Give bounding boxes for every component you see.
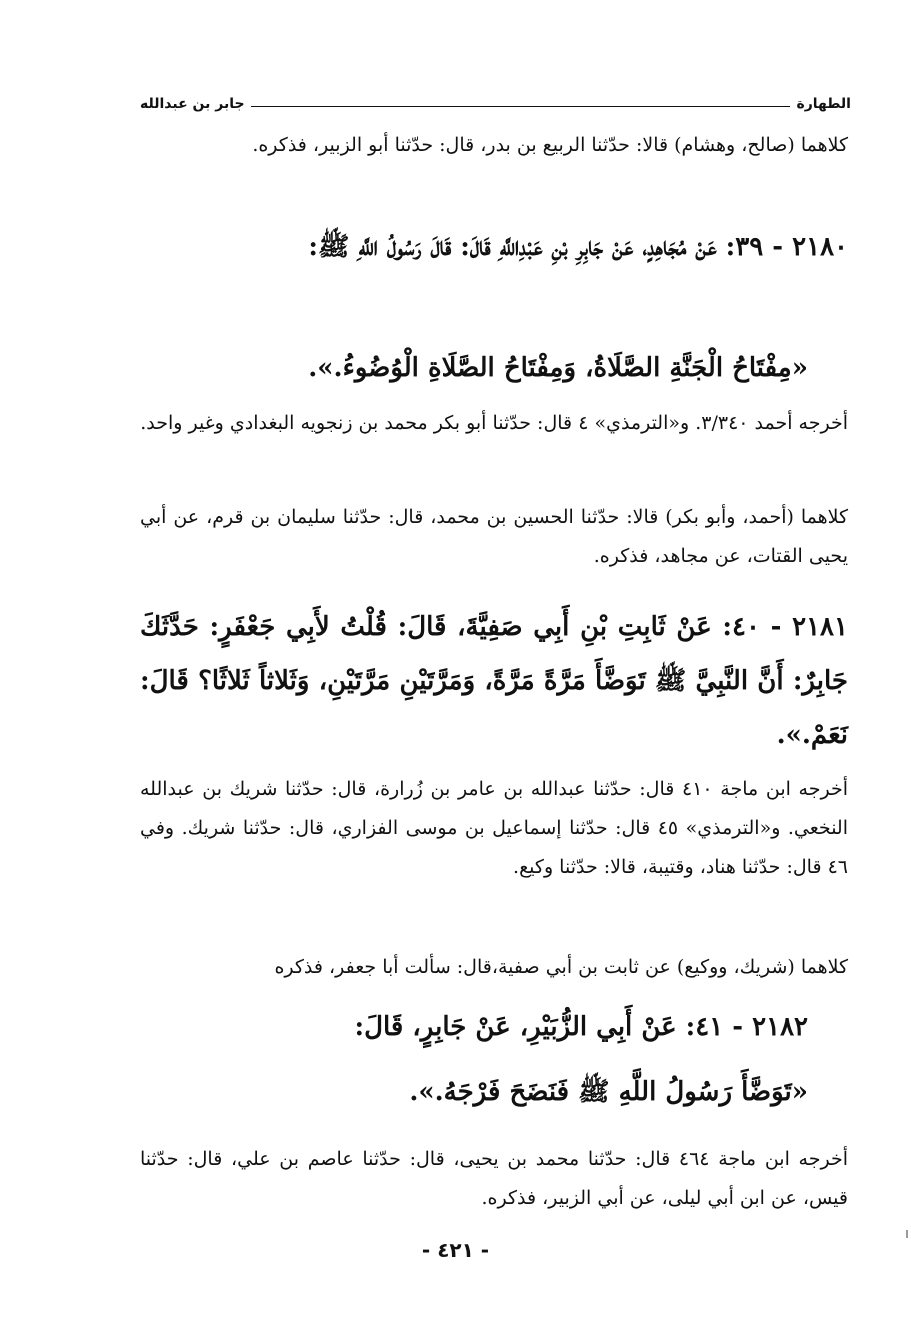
- hadith-heading-text: ٢١٨٢ - ٤١: عَنْ أَبِي الزُّبَيْرِ، عَنْ جَابِرٍ، قَالَ:: [354, 1012, 808, 1042]
- takhrij-text: أخرجه ابن ماجة ٤١٠ قال: حدّثنا عبدالله بن عامر بن زُرارة، قال: حدّثنا شريك بن عبدالله النخعي. و«الترمذي» ٤٥ قال: حدّثنا إسماعيل بن موسى الفزاري، قال: حدّثنا شريك. وفي ٤٦ قال: حدّثنا هناد، وقتيبة، قالا: حدّثنا وكيع.: [140, 778, 849, 878]
- running-head-section: الطهارة: [796, 96, 851, 112]
- paragraph-takhrij-2181: [140, 770, 848, 887]
- paragraph-chain-2181: [140, 948, 848, 987]
- paragraph-takhrij-2180: [140, 404, 848, 443]
- hadith-matn-text: «مِفْتَاحُ الْجَنَّةِ الصَّلَاةُ، وَمِفْتَاحُ الصَّلَاةِ الْوُضُوءُ.».: [308, 353, 808, 383]
- running-head: [140, 90, 851, 112]
- hadith-2181: [140, 600, 848, 762]
- paragraph-takhrij-2182: [140, 1140, 848, 1218]
- hadith-matn-text: «تَوَضَّأَ رَسُولُ اللَّهِ ﷺ فَنَضَحَ فَرْجَهُ.».: [409, 1077, 808, 1107]
- running-head-rule: [251, 106, 791, 107]
- hadith-2180-heading: [140, 220, 848, 274]
- takhrij-text: أخرجه أحمد ٣/٣٤٠. و«الترمذي» ٤ قال: حدّثنا أبو بكر محمد بن زنجويه البغدادي وغير واحد.: [140, 412, 848, 434]
- chain-text: كلاهما (أحمد، وأبو بكر) قالا: حدّثنا الحسين بن محمد، قال: حدّثنا سليمان بن قرم، عن أبي يحيى القتات، عن مجاهد، فذكره.: [140, 506, 848, 567]
- paragraph-chain-2180: [140, 498, 848, 576]
- chain-text: كلاهما (شريك، ووكيع) عن ثابت بن أبي صفية،قال: سألت أبا جعفر، فذكره: [274, 956, 848, 978]
- page-number: - ٤٢١ -: [421, 1238, 490, 1262]
- hadith-2180-matn: [140, 342, 848, 394]
- hadith-2182-heading: [140, 1000, 848, 1054]
- chain-text: كلاهما (صالح، وهشام) قالا: حدّثنا الربيع بن بدر، قال: حدّثنا أبو الزبير، فذكره.: [252, 134, 848, 156]
- running-head-narrator: جابر بن عبدالله: [140, 96, 245, 112]
- hadith-2182-matn: [140, 1066, 848, 1118]
- scan-speck: [906, 1230, 908, 1238]
- takhrij-text: أخرجه ابن ماجة ٤٦٤ قال: حدّثنا محمد بن يحيى، قال: حدّثنا عاصم بن علي، قال: حدّثنا قيس، عن ابن أبي ليلى، عن أبي الزبير، فذكره.: [140, 1148, 848, 1209]
- hadith-heading-text: ٢١٨٠ - ٣٩: عَنْ مُجَاهِدٍ، عَنْ جَابِرِ بْنِ عَبْدِاللَّهِ قَالَ: قَالَ رَسُولُ اللَّهِ ﷺ:: [308, 232, 848, 262]
- paragraph-chain-1: [140, 126, 848, 165]
- hadith-full-text: ٢١٨١ - ٤٠: عَنْ ثَابِتِ بْنِ أَبِي صَفِيَّةَ، قَالَ: قُلْتُ لأَبِي جَعْفَرٍ: حَدَّثَكَ جَابِرٌ: أَنَّ النَّبِيَّ ﷺ تَوَضَّأَ مَرَّةً مَرَّةً، وَمَرَّتَيْنِ مَرَّتَيْنِ، وَثَلاثاً ثَلاثًا؟ قَالَ: نَعَمْ.».: [140, 612, 848, 750]
